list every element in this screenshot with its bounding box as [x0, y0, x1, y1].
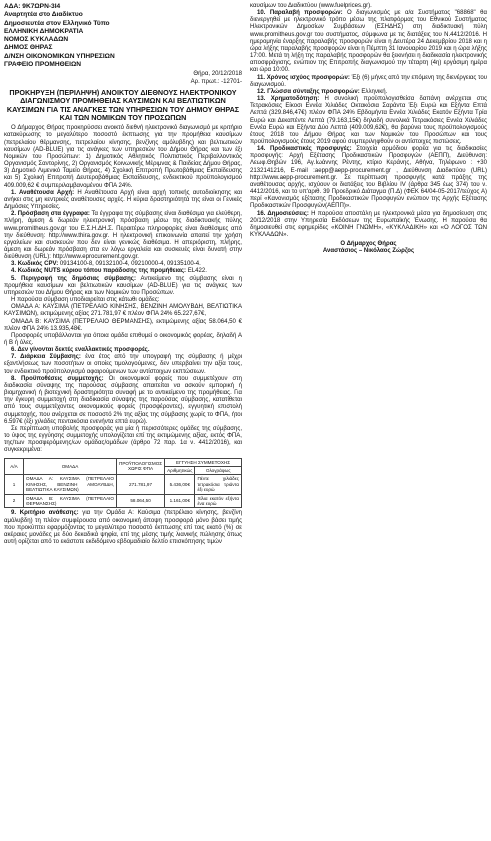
header-line: ΑΔΑ: 9K7ΩΡΝ-3Ι4 — [4, 3, 61, 10]
table-row — [5, 494, 242, 508]
paragraph: 14. Προδικαστικές προσφυγές: Στοιχεία αρμόδιου φορέα για τις διαδικασίες προσφυγής: Αρχή Εξέτασης Προδικαστικών Προσφυγών (ΑΕΠΠ), Διεύθυνση: Λεωφ.Θηβών 196, Αγ.Ιωάννης Ρέντης, κτίριο Κεράνης, Αθήνα, Τηλέφωνο : +30 2132141216, E-mail :aepp@aepp-procurement.gr , Διεύθυνση Διαδικτύου (URL) http://www.aepp-procurement.gr. Σε περίπτωση προσφυγής κατά πράξης της αναθέτουσας αρχής, ισχύουν οι διατάξεις του Βιβλίου IV (άρθρα 345 έως 374) του ν. 4412/2016, και το υπ'αριθ. 39 Προεδρικό Διάταγμα (Π.Δ) (ΦΕΚ 64/04-05-2017/τεύχος Α) περί «Κανονισμός εξέτασης Προδικαστικών Προσφυγών ενώπιον της Αρχής Εξέτασης Προδικαστικών Προσφυγών(ΑΕΠΠ)». — [250, 146, 487, 210]
paragraph: 9. Κριτήριο ανάθεσης: για την Ομάδα Α: Καύσιμα (πετρέλαιο κίνησης, βενζίνη αμόλυβδη) τη πλέον συμφέρουσα από οικονομική άποψη προσφορά μόνο βάσει τιμής που προκύπτει εφαρμόζοντας το μεγαλύτερο ποσοστό έκπτωσης επί τοις εκατό (%) σε ακέραιες μονάδες με δύο δεκαδικά ψηφία, επί της μέσης τιμής λιανικής πώλησης όπως αυτή ορίζεται από το εκάστοτε εκδιδόμενο εβδομαδιαίο δελτίο επισκόπησης τιμών — [4, 510, 242, 545]
paragraph: 8. Προϋποθέσεις συμμετοχής: Οι οικονομικοί φορείς που συμμετέχουν στη διαδικασία σύναψης της παρούσας σύμβασης απαιτείται να ασκούν εμπορική ή βιομηχανική ή βιοτεχνική δραστηριότητα συναφή με το αντικείμενο της προμήθειας. Για την έγκυρη συμμετοχή στη διαδικασία σύναψης της παρούσας σύμβασης, κατατίθεται από τους συμμετέχοντες οικονομικούς φορείς (προσφέροντες), εγγυητική επιστολή συμμετοχής, που ανέρχεται σε ποσοστό 2% της αξίας της σύμβασης χωρίς το ΦΠΑ, ήτοι 6.597€ (έξι χιλιάδες πεντακόσια ενενήντα επτά ευρώ). — [4, 375, 242, 425]
paragraph: 10. Παραλαβή προσφορών: Ο διαγωνισμός με α/α Συστήματος "68868" θα διενεργηθεί με ηλεκτρονικό τρόπο μέσω της πλατφόρμας του Εθνικού Συστήματος Ηλεκτρονικών Δημοσίων Συμβάσεων (ΕΣΗΔΗΣ) στη διαδικτυακή πύλη www.promitheus.gov.gr του συστήματος, σύμφωνα με τις διατάξεις του Ν.4412/2016. Η ημερομηνία έναρξης παραλαβής προσφορών είναι η Δευτέρα 24 Δεκεμβρίου 2018 και η ώρα λήξης παραλαβής προσφορών είναι η Πέμπτη 31 Ιανουαρίου 2019 και η ώρα λήξης 17:00. Μετά τη λήξη της παραλαβής προσφορών θα ξεκινήσει η διαδικασία ηλεκτρονικής αποσφράγισης, ενώπιον της Επιτροπής διαγωνισμού την τέταρτη (4η) εργάσιμη ημέρα και ώρα 10:00. — [250, 10, 487, 74]
table-header-cell: Ολογράφως — [195, 466, 242, 474]
paragraph: 5. Περιγραφή της δημόσιας σύμβασης: Αντικείμενο της σύμβασης είναι η προμήθεια καυσίμων και βελτιωτικών καυσίμων (AD-BLUE) για τις ανάγκες των υπηρεσιών του Δήμου Θήρας και των Νομικών του Προσώπων. — [4, 275, 243, 296]
paragraph: 7. Διάρκεια Σύμβασης: ένα έτος από την υπογραφή της σύμβασης ή μέχρι εξαντλήσεως των ποσοτήτων οι οποίες τιμολογούμενες, δεν υπερβαίνει την αξία τους, τον ενδεικτικό προϋπολογισμό αφαιρούμενων των αντίστοιχων εκπτώσεων. — [4, 354, 243, 375]
table-cell: 271.781,97 — [117, 475, 165, 494]
paragraph: 4. Κωδικός NUTS κύριου τόπου παράδοσης της προμήθειας: EL422. — [11, 268, 207, 275]
right-column — [250, 3, 487, 255]
signature-name: Αναστάσιος – Νικόλαος Ζώρζος — [322, 248, 415, 255]
table-cell: Πέντε χιλιάδες τετρακόσια τριάντα έξι ευρώ — [195, 475, 242, 494]
notice-page — [4, 3, 487, 838]
paragraph: 11. Χρόνος ισχύος προσφορών: Έξι (6) μήνες από την επόμενη της διενέργειας του διαγωνισμού. — [250, 74, 488, 88]
paragraph: Προσφορές υποβάλλονται για όποια ομάδα επιθυμεί ο οικονομικός φορέας, δηλαδή Α ή Β ή όλες. — [4, 332, 242, 346]
guarantee-table — [4, 458, 242, 509]
table-cell: 1.161,00€ — [165, 494, 195, 508]
paragraph: 6. Δεν γίνονται δεκτές εναλλακτικές προσφορές. — [11, 347, 150, 354]
table-cell: ΟΜΑΔΑ Β: ΚΑΥΣΙΜΑ (ΠΕΤΡΕΛΑΙΟ ΘΕΡΜΑΝΣΗΣ) — [24, 494, 117, 508]
paragraph: 16. Δημοσιεύσεις: Η παρούσα αποστάλη με ηλεκτρονικά μέσα για δημοσίευση στις 20/12/2018 στην Υπηρεσία Εκδόσεων της Ευρωπαϊκής Ένωσης. Η παρούσα θα δημοσιευθεί στις εφημερίδες «ΚΟΙΝΗ ΓΝΩΜΗ», «ΚΥΚΛΑΔΙΚΗ» και «Ο ΛΟΓΟΣ ΤΩΝ ΚΥΚΛΑΔΩΝ». — [250, 210, 487, 238]
table-header-row — [5, 458, 242, 466]
table-header-cell: ΕΓΓΥΗΣΗ ΣΥΜΜΕΤΟΧΗΣ — [165, 458, 242, 466]
paragraph: 13. Χρηματοδότηση: Η συνολική προϋπολογισθείσα δαπάνη ανέρχεται στις Τετρακόσιες Είκοσι Εννέα Χιλιάδες Οκτακόσια Σαράντα Έξι Ευρώ και Εξήντα Επτά Λεπτά (329.846,47€) πλέον ΦΠΑ 24% Εβδομήντα Εννέα Χιλιάδες Εκατόν Εξήντα Τρία Ευρώ και Δεκαπέντε Λεπτά (79.163,15€) δηλαδή συνολικά Τετρακόσιες Εννέα Χιλιάδες Εννέα Ευρώ και Εξήντα Δύο Λεπτά (409.009,62€), θα βαρύνει τους προϋπολογισμούς έτους 2018 του Δήμου Θήρας και των Νομικών του Προσώπων και τους προϋπολογισμούς έτους 2019 αφού συμπεριληφθούν οι αντίστοιχες πιστώσεις. — [250, 96, 487, 145]
table-header-cell: Α/Α — [5, 458, 24, 475]
notice-date: Θήρα, 20/12/2018 — [193, 71, 242, 78]
header-line: Αναρτητέα στο Διαδίκτυο — [4, 11, 83, 19]
paragraph: καυσίμων του Διαδικτύου (www.fuelprices.gr). — [250, 3, 372, 9]
header-line: ΝΟΜΟΣ ΚΥΚΛΑΔΩΝ — [4, 36, 69, 44]
header-line: Δημοσιευτέα στον Ελληνικό Τύπο — [4, 19, 110, 27]
paragraph: ΟΜΑΔΑ Β: ΚΑΥΣΙΜΑ (ΠΕΤΡΕΛΑΙΟ ΘΕΡΜΑΝΣΗΣ), εκτιμώμενης αξίας 58.064,50 € πλέον ΦΠΑ 24% 13.935,48€. — [4, 318, 242, 332]
intro-paragraph: Ο Δήμαρχος Θήρας προκηρύσσει ανοικτό διεθνή ηλεκτρονικό διαγωνισμό με κριτήριο κατακύρωσης το μεγαλύτερο ποσοστό έκπτωσης για την προμήθεια καυσίμων (πετρελαίου θέρμανσης, πετρελαίου κίνησης, βενζίνης αμόλυβδης) και βελτιωτικών καυσίμων (AD-BLUE) για τις ανάγκες των υπηρεσιών του Δήμου Θήρας και των έξι Νομικών του Προσώπων: 1) Δημοτικός Αθλητικός Πολιτιστικός Περιβαλλοντικός Οργανισμός Σαντορίνης, 2) Οργανισμός Κοινωνικής Μέριμνας & Παιδείας Δήμου Θήρας, 3) Δημοτικό Λιμενικό Ταμείο Θήρας, 4) Σχολική Επιτροπή Πρωτοβάθμιας Εκπαίδευσης και 5) Σχολική Επιτροπή Δευτεροβάθμιας Εκπαίδευσης, ενδεικτικού προϋπολογισμού 409.009,62 € συμπεριλαμβανομένου ΦΠΑ 24%. — [4, 125, 242, 189]
paragraph: 3. Κωδικός CPV: 09134100-8, 09132100-4, 09210000-4, 09135100-4. — [11, 261, 201, 268]
table-header-cell: ΟΜΑΔΑ — [24, 458, 117, 475]
table-cell: 5.436,00€ — [165, 475, 195, 494]
table-row — [5, 475, 242, 494]
paragraph: 2. Πρόσβαση στα έγγραφα: Τα έγγραφα της σύμβασης είναι διαθέσιμα για ελεύθερη, πλήρη, άμεση & δωρεάν ηλεκτρονική πρόσβαση μέσω της διαδικτυακής πύλης www.promitheus.gov.gr του Ε.Σ.Η.ΔΗ.Σ. Περαιτέρω πληροφορίες είναι διαθέσιμες από την διεύθυνση: http://www.thira.gov.gr. Η ηλεκτρονική επικοινωνία απαιτεί την χρήση εργαλείων και συσκευών που δεν είναι γενικώς διαθέσιμα. Η απεριόριστη, πλήρης, άμεση και δωρεάν πρόσβαση στα εν λόγω εργαλεία και συσκευές είναι δυνατή στην διεύθυνση (URL): http://www.eprocurement.gov.gr. — [4, 211, 242, 261]
protocol-number: Αρ. πρωτ.: -12701- — [190, 78, 242, 85]
paragraph: Η παρούσα σύμβαση υποδιαιρείται στις κάτωθι ομάδες: — [11, 297, 160, 304]
paragraph: 1. Αναθέτουσα Αρχή: Η Αναθέτουσα Αρχή είναι αρχή τοπικής αυτοδιοίκησης και ανήκει στις μη κεντρικές αναθέτουσες αρχές. Η κύρια δραστηριότητά της είναι οι Γενικές Δημόσιες Υπηρεσίες. — [4, 189, 242, 211]
table-cell: ΟΜΑΔΑ Α: ΚΑΥΣΙΜΑ (ΠΕΤΡΕΛΑΙΟ ΚΙΝΗΣΗΣ, ΒΕΝΖΙΝΗ ΑΜΟΛΥΒΔΗ, ΒΕΛΤΙΩΤΙΚΑ ΚΑΥΣΙΜΩΝ) — [24, 475, 117, 494]
table-cell: 2 — [5, 494, 24, 508]
table-header-cell: ΠΡΟΫΠΟΛΟΓΙΣΜΟΣ ΧΩΡΙΣ ΦΠΑ — [117, 458, 165, 475]
table-cell: Χίλια εκατόν εξήντα ένα ευρώ — [195, 494, 242, 508]
signature-role: Ο Δήμαρχος Θήρας — [340, 241, 397, 248]
table-cell: 58.064,50 — [117, 494, 165, 508]
header-line: ΔΗΜΟΣ ΘΗΡΑΣ — [4, 44, 53, 52]
table-header-cell: Αριθμητικώς — [165, 466, 195, 474]
signature-block — [250, 241, 487, 255]
paragraph: Σε περίπτωση υποβολής προσφοράς για μία ή περισσότερες ομάδες της σύμβασης, το ύψος της εγγύησης συμμετοχής υπολογίζεται επί της εκτιμώμενης αξίας, εκτός ΦΠΑ, της/των προσφερόμενης/ων ομάδας/ομάδων (άρθρο 72 παρ. 1α ν. 4412/2016), και συγκεκριμένα: — [4, 425, 242, 454]
header-line: ΕΛΛΗΝΙΚΗ ΔΗΜΟΚΡΑΤΙΑ — [4, 27, 84, 35]
table-cell: 1 — [5, 475, 24, 494]
header-line: ΓΡΑΦΕΙΟ ΠΡΟΜΗΘΕΙΩΝ — [4, 61, 82, 69]
paragraph: 12. Γλώσσα σύνταξης προσφορών: Ελληνική. — [257, 88, 388, 95]
issuer-header — [4, 3, 242, 69]
header-line: Δ/ΝΣΗ ΟΙΚΟΝΟΜΙΚΩΝ ΥΠΗΡΕΣΙΩΝ — [4, 52, 115, 60]
left-column — [4, 3, 242, 546]
notice-title: ΠΡΟΚΗΡΥΞΗ (ΠΕΡΙΛΗΨΗ) ΑΝΟΙΚΤΟΥ ΔΙΕΘΝΟΥΣ ΗΛΕΚΤΡΟΝΙΚΟΥ ΔΙΑΓΩΝΙΣΜΟΥ ΠΡΟΜΗΘΕΙΑΣ ΚΑΥΣΙΜΩΝ ΚΑΙ ΒΕΛΤΙΩΤΙΚΩΝ ΚΑΥΣΙΜΩΝ ΓΙΑ ΤΙΣ ΑΝΑΓΚΕΣ ΤΩΝ ΥΠΗΡΕΣΙΩΝ ΤΟΥ ΔΗΜΟΥ ΘΗΡΑΣ ΚΑΙ ΤΩΝ ΝΟΜΙΚΩΝ ΤΟΥ ΠΡΟΣΩΠΩΝ — [6, 87, 240, 122]
paragraph: ΟΜΑΔΑ Α: ΚΑΥΣΙΜΑ (ΠΕΤΡΕΛΑΙΟ ΚΙΝΗΣΗΣ, ΒΕΝΖΙΝΗ ΑΜΟΛΥΒΔΗ, ΒΕΛΤΙΩΤΙΚΑ ΚΑΥΣΙΜΩΝ), εκτιμώμενης αξίας 271.781,97 € πλέον ΦΠΑ 24% 65.227,67€, — [4, 304, 242, 318]
